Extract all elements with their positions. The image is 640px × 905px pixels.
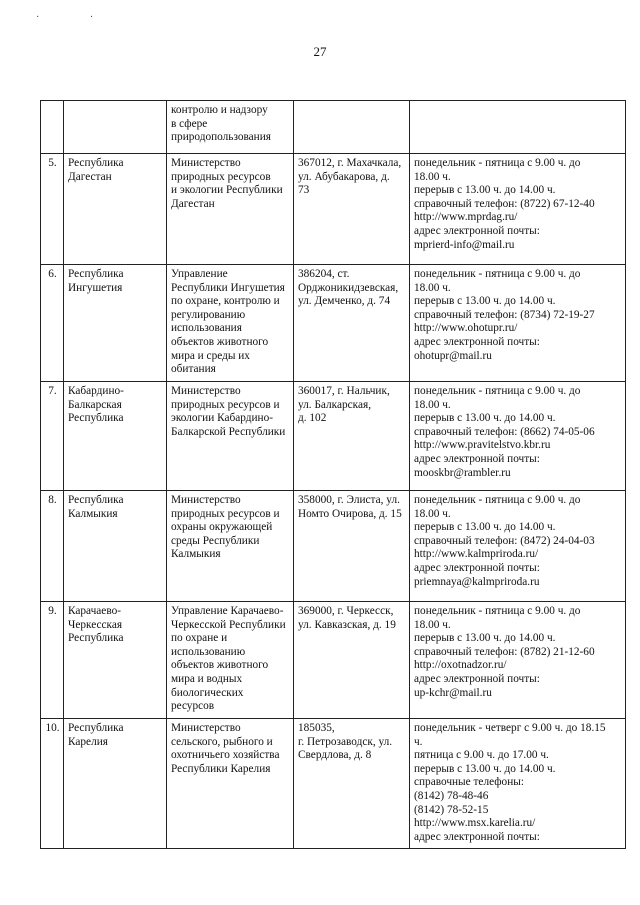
address-cell	[294, 491, 410, 602]
address-cell	[294, 265, 410, 382]
table-row	[41, 719, 626, 849]
organization-line: мира и среды их	[171, 349, 250, 362]
address-line: 185035,	[298, 722, 335, 734]
address-cell	[294, 719, 410, 849]
organization-line: и экологии Республики	[171, 184, 283, 197]
address-line: 367012, г. Махачкала,	[298, 157, 402, 169]
address-cell	[294, 382, 410, 491]
address-line: г. Петрозаводск, ул.	[298, 735, 393, 748]
organization-line: по охране и	[171, 632, 228, 645]
hours-contacts-line: up-kchr@mail.ru	[414, 686, 492, 699]
organization-line: охраны окружающей	[171, 521, 273, 534]
organization-line: обитания	[171, 363, 216, 376]
region-line: Республика	[68, 412, 124, 425]
hours-contacts-line: http://www.ohotupr.ru/	[414, 322, 518, 335]
registry-table	[40, 100, 626, 849]
hours-contacts-line: адрес электронной почты:	[414, 830, 540, 843]
hours-contacts-line: (8142) 78-48-46	[414, 789, 489, 802]
organization-cell	[167, 491, 294, 602]
row-number-cell: 6.	[41, 265, 64, 382]
table-row	[41, 602, 626, 719]
organization-cell	[167, 154, 294, 265]
organization-line: охотничьего хозяйства	[171, 749, 280, 762]
organization-line: объектов животного	[171, 659, 269, 672]
row-number-cell: 8.	[41, 491, 64, 602]
address-line: ул. Кавказская, д. 19	[298, 618, 396, 631]
address-line: ул. Абубакарова, д.	[298, 170, 390, 183]
hours-contacts-line: справочный телефон: (8722) 67-12-40	[414, 197, 595, 210]
organization-line: биологических	[171, 686, 244, 699]
hours-contacts-line: адрес электронной почты:	[414, 672, 540, 685]
hours-contacts-line: 18.00 ч.	[414, 618, 451, 631]
region-line: Кабардино-	[68, 385, 124, 397]
hours-contacts-cell	[410, 491, 626, 602]
hours-contacts-line: ohotupr@mail.ru	[414, 349, 492, 362]
organization-line: Министерство	[171, 494, 241, 506]
address-cell	[294, 154, 410, 265]
region-line: Калмыкия	[68, 507, 118, 520]
hours-contacts-line: перерыв с 13.00 ч. до 14.00 ч.	[414, 412, 556, 425]
organization-line: сельского, рыбного и	[171, 735, 273, 748]
hours-contacts-line: http://www.mprdag.ru/	[414, 211, 518, 224]
organization-line: Дагестан	[171, 197, 215, 210]
region-line: Республика	[68, 494, 124, 506]
organization-cell	[167, 382, 294, 491]
hours-contacts-line: перерыв с 13.00 ч. до 14.00 ч.	[414, 762, 556, 775]
row-number-cell: 7.	[41, 382, 64, 491]
region-line: Балкарская	[68, 398, 122, 411]
table-row	[41, 154, 626, 265]
hours-contacts-line: 18.00 ч.	[414, 398, 451, 411]
hours-contacts-line: 18.00 ч.	[414, 281, 451, 294]
region-line: Карачаево-	[68, 605, 121, 617]
row-number-cell: 10.	[41, 719, 64, 849]
organization-line: использованию	[171, 645, 246, 658]
hours-contacts-cell	[410, 154, 626, 265]
region-line: Республика	[68, 722, 124, 734]
region-line: Республика	[68, 157, 124, 169]
organization-line: по охране, контролю и	[171, 295, 280, 308]
region-line: Карелия	[68, 735, 108, 748]
region-line: Республика	[68, 632, 124, 645]
page-number: 27	[313, 44, 327, 59]
organization-line: экологии Кабардино-	[171, 412, 274, 425]
hours-contacts-line: пятница с 9.00 ч. до 17.00 ч.	[414, 749, 549, 762]
hours-contacts-line: http://www.kalmpriroda.ru/	[414, 548, 539, 561]
hours-contacts-line: адрес электронной почты:	[414, 335, 540, 348]
organization-line: Республики Ингушетия	[171, 281, 285, 294]
address-line: ул. Балкарская,	[298, 398, 372, 411]
hours-contacts-line: понедельник - пятница с 9.00 ч. до	[414, 605, 581, 617]
table-row	[41, 265, 626, 382]
hours-contacts-line: понедельник - пятница с 9.00 ч. до	[414, 157, 581, 169]
hours-contacts-line: http://www.msx.karelia.ru/	[414, 817, 536, 830]
organization-line: среды Республики	[171, 534, 260, 547]
organization-cell	[167, 602, 294, 719]
table-row	[41, 101, 626, 154]
hours-contacts-line: понедельник - пятница с 9.00 ч. до	[414, 268, 581, 280]
organization-line: Управление Карачаево-	[171, 605, 284, 617]
hours-contacts-line: адрес электронной почты:	[414, 452, 540, 465]
address-line: Орджоникидзевская,	[298, 281, 399, 294]
organization-line: объектов животного	[171, 335, 269, 348]
address-line: 73	[298, 184, 310, 197]
organization-line: ресурсов	[171, 700, 215, 713]
row-number-cell: 5.	[41, 154, 64, 265]
address-cell	[294, 602, 410, 719]
address-line: 360017, г. Нальчик,	[298, 385, 390, 397]
hours-contacts-line: адрес электронной почты:	[414, 561, 540, 574]
hours-contacts-cell	[410, 602, 626, 719]
hours-contacts-cell	[410, 719, 626, 849]
hours-contacts-cell	[410, 101, 626, 154]
address-line: ул. Демченко, д. 74	[298, 295, 391, 308]
row-number-cell: 9.	[41, 602, 64, 719]
table-row	[41, 382, 626, 491]
hours-contacts-line: 18.00 ч.	[414, 507, 451, 520]
row-number-cell	[41, 101, 64, 154]
region-cell	[64, 154, 167, 265]
hours-contacts-line: перерыв с 13.00 ч. до 14.00 ч.	[414, 184, 556, 197]
hours-contacts-line: http://www.pravitelstvo.kbr.ru	[414, 439, 551, 452]
organization-line: природных ресурсов и	[171, 398, 280, 411]
region-line: Черкесская	[68, 618, 123, 631]
region-cell	[64, 382, 167, 491]
hours-contacts-cell	[410, 382, 626, 491]
organization-line: природных ресурсов и	[171, 507, 280, 520]
hours-contacts-line: перерыв с 13.00 ч. до 14.00 ч.	[414, 521, 556, 534]
hours-contacts-line: понедельник - пятница с 9.00 ч. до	[414, 385, 581, 397]
organization-line: природопользования	[171, 131, 271, 144]
organization-line: Балкарской Республики	[171, 425, 286, 438]
address-cell	[294, 101, 410, 154]
region-line: Республика	[68, 268, 124, 280]
address-line: Номто Очирова, д. 15	[298, 507, 402, 520]
hours-contacts-line: справочные телефоны:	[414, 776, 524, 789]
address-line: 358000, г. Элиста, ул.	[298, 494, 400, 506]
organization-line: Министерство	[171, 157, 241, 169]
organization-cell	[167, 101, 294, 154]
organization-line: Республики Карелия	[171, 762, 271, 775]
organization-line: мира и водных	[171, 672, 243, 685]
hours-contacts-line: адрес электронной почты:	[414, 224, 540, 237]
region-cell	[64, 719, 167, 849]
region-line: Ингушетия	[68, 281, 123, 294]
hours-contacts-line: понедельник - четверг с 9.00 ч. до 18.15	[414, 722, 606, 734]
address-line: Свердлова, д. 8	[298, 749, 372, 762]
hours-contacts-line: ч.	[414, 735, 423, 748]
hours-contacts-line: http://oxotnadzor.ru/	[414, 659, 507, 672]
hours-contacts-line: перерыв с 13.00 ч. до 14.00 ч.	[414, 632, 556, 645]
organization-line: регулированию	[171, 308, 246, 321]
organization-line: Министерство	[171, 722, 241, 734]
address-line: д. 102	[298, 412, 327, 425]
organization-line: использования	[171, 322, 242, 335]
hours-contacts-cell	[410, 265, 626, 382]
organization-line: Калмыкия	[171, 548, 221, 561]
hours-contacts-line: справочный телефон: (8782) 21-12-60	[414, 645, 595, 658]
organization-line: Управление	[171, 268, 228, 280]
scan-marks: · ·	[36, 12, 118, 23]
organization-line: Черкесской Республики	[171, 618, 286, 631]
hours-contacts-line: справочный телефон: (8734) 72-19-27	[414, 308, 595, 321]
hours-contacts-line: перерыв с 13.00 ч. до 14.00 ч.	[414, 295, 556, 308]
region-cell	[64, 602, 167, 719]
region-cell	[64, 265, 167, 382]
hours-contacts-line: priemnaya@kalmpriroda.ru	[414, 575, 540, 588]
registry-table-body	[41, 101, 626, 849]
organization-line: Министерство	[171, 385, 241, 397]
hours-contacts-line: 18.00 ч.	[414, 170, 451, 183]
organization-cell	[167, 719, 294, 849]
hours-contacts-line: mooskbr@rambler.ru	[414, 466, 511, 479]
hours-contacts-line: (8142) 78-52-15	[414, 803, 489, 816]
address-line: 386204, ст.	[298, 268, 350, 280]
organization-line: контролю и надзору	[171, 104, 268, 116]
table-row	[41, 491, 626, 602]
hours-contacts-line: mprierd-info@mail.ru	[414, 238, 515, 251]
hours-contacts-line: понедельник - пятница с 9.00 ч. до	[414, 494, 581, 506]
organization-line: в сфере	[171, 117, 208, 130]
region-cell	[64, 101, 167, 154]
address-line: 369000, г. Черкесск,	[298, 605, 394, 617]
hours-contacts-line: справочный телефон: (8662) 74-05-06	[414, 425, 595, 438]
region-cell	[64, 491, 167, 602]
organization-cell	[167, 265, 294, 382]
organization-line: природных ресурсов	[171, 170, 271, 183]
region-line: Дагестан	[68, 170, 112, 183]
hours-contacts-line: справочный телефон: (8472) 24-04-03	[414, 534, 595, 547]
